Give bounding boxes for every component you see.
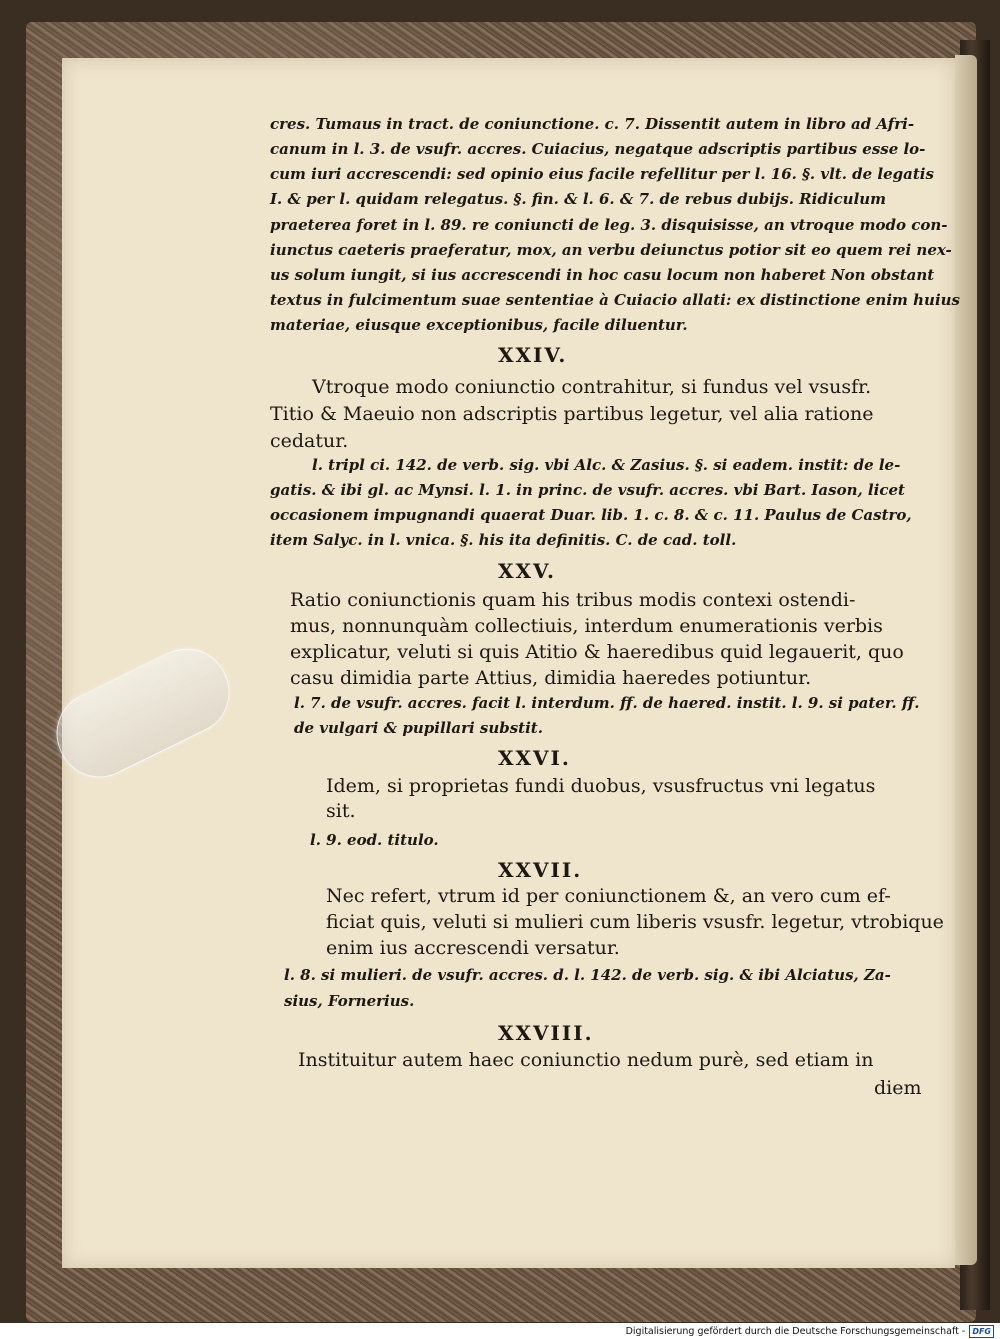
text-line: diem bbox=[874, 1077, 922, 1099]
text-line: cedatur. bbox=[270, 430, 349, 452]
text-line: mus, nonnunquàm collectiuis, interdum enumerationis verbis bbox=[290, 615, 883, 637]
text-line: Idem, si proprietas fundi duobus, vsusfructus vni legatus bbox=[326, 775, 876, 797]
citation-line: item Salyc. in l. vnica. §. his ita definitis. C. de cad. toll. bbox=[270, 531, 737, 549]
citation-line: textus in fulcimentum suae sententiae à Cuiacio allati: ex distinctione enim huius bbox=[270, 291, 960, 309]
citation-line: l. 7. de vsufr. accres. facit l. interdum. ff. de haered. instit. l. 9. si pater. ff. bbox=[294, 694, 920, 712]
plastic-clip bbox=[42, 634, 243, 791]
citation-line: l. tripl ci. 142. de verb. sig. vbi Alc. & Zasius. §. si eadem. instit: de le- bbox=[312, 456, 901, 474]
page-edge bbox=[955, 55, 977, 1265]
section-number: XXVI. bbox=[498, 746, 571, 770]
section-number: XXV. bbox=[498, 559, 557, 583]
text-line: sit. bbox=[326, 800, 356, 822]
citation-line: canum in l. 3. de vsufr. accres. Cuiacius, negatque adscriptis partibus esse lo- bbox=[270, 140, 926, 158]
text-line: Titio & Maeuio non adscriptis partibus legetur, vel alia ratione bbox=[270, 403, 874, 425]
book-page bbox=[62, 58, 960, 1268]
citation-line: I. & per l. quidam relegatus. §. fin. & l. 6. & 7. de rebus dubijs. Ridiculum bbox=[270, 190, 887, 208]
section-number: XXVIII. bbox=[498, 1021, 594, 1045]
text-line: ficiat quis, veluti si mulieri cum liberis vsusfr. legetur, vtrobique bbox=[326, 911, 944, 933]
citation-line: gatis. & ibi gl. ac Mynsi. l. 1. in princ. de vsufr. accres. vbi Bart. Iason, licet bbox=[270, 481, 905, 499]
citation-line: cres. Tumaus in tract. de coniunctione. c. 7. Dissentit autem in libro ad Afri- bbox=[270, 115, 915, 133]
section-number: XXVII. bbox=[498, 858, 583, 882]
dfg-logo: DFG bbox=[969, 1325, 994, 1338]
section-number: XXIV. bbox=[498, 343, 568, 367]
text-line: Ratio coniunctionis quam his tribus modis contexi ostendi- bbox=[290, 589, 856, 611]
funding-note: Digitalisierung gefördert durch die Deutsche Forschungsgemeinschaft - bbox=[625, 1326, 966, 1337]
citation-line: praeterea foret in l. 89. re coniuncti de leg. 3. disquisisse, an vtroque modo con- bbox=[270, 216, 948, 234]
text-line: Nec refert, vtrum id per coniunctionem &, an vero cum ef- bbox=[326, 885, 891, 907]
citation-line: cum iuri accrescendi: sed opinio eius facile refellitur per l. 16. §. vlt. de legatis bbox=[270, 165, 934, 183]
citation-line: l. 8. si mulieri. de vsufr. accres. d. l. 142. de verb. sig. & ibi Alciatus, Za- bbox=[284, 966, 891, 984]
citation-line: l. 9. eod. titulo. bbox=[310, 831, 439, 849]
citation-line: sius, Fornerius. bbox=[284, 992, 415, 1010]
text-line: casu dimidia parte Attius, dimidia haeredes potiuntur. bbox=[290, 667, 812, 689]
citation-line: occasionem impugnandi quaerat Duar. lib. 1. c. 8. & c. 11. Paulus de Castro, bbox=[270, 506, 912, 524]
citation-line: iunctus caeteris praeferatur, mox, an verbu deiunctus potior sit eo quem rei nex- bbox=[270, 241, 952, 259]
citation-line: materiae, eiusque exceptionibus, facile diluentur. bbox=[270, 316, 688, 334]
citation-line: de vulgari & pupillari substit. bbox=[294, 719, 543, 737]
footer bbox=[626, 1324, 994, 1339]
text-line: explicatur, veluti si quis Atitio & haeredibus quid legauerit, quo bbox=[290, 641, 904, 663]
text-line: enim ius accrescendi versatur. bbox=[326, 937, 620, 959]
text-line: Instituitur autem haec coniunctio nedum purè, sed etiam in bbox=[298, 1049, 874, 1071]
citation-line: us solum iungit, si ius accrescendi in hoc casu locum non haberet Non obstant bbox=[270, 266, 935, 284]
text-line: Vtroque modo coniunctio contrahitur, si fundus vel vsusfr. bbox=[312, 376, 872, 398]
